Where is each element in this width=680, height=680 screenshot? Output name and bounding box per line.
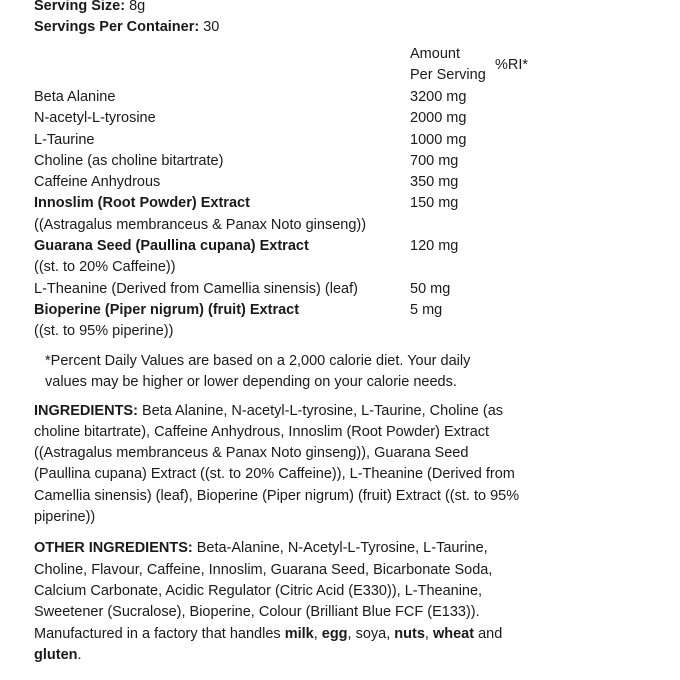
table-row bbox=[34, 172, 654, 193]
table-header bbox=[34, 44, 654, 87]
row-name: ((st. to 20% Caffeine)) bbox=[34, 259, 176, 276]
ingredients-paragraph bbox=[34, 401, 524, 529]
row-value: 1000 mg bbox=[410, 131, 467, 148]
row-value: 120 mg bbox=[410, 238, 459, 255]
row-name: ((st. to 95% piperine)) bbox=[34, 323, 174, 340]
daily-value-footnote bbox=[34, 351, 654, 393]
serving-size-label: Serving Size: bbox=[34, 0, 126, 14]
supplement-facts-document bbox=[34, 0, 654, 666]
table-row bbox=[34, 257, 654, 278]
serving-size-value: 8g bbox=[125, 0, 146, 14]
header-amount-line-1: Amount bbox=[410, 46, 460, 62]
table-row bbox=[34, 300, 654, 321]
table-row bbox=[34, 236, 654, 257]
allergen-nuts: nuts bbox=[394, 625, 425, 642]
allergen-gluten: gluten bbox=[34, 646, 78, 663]
table-row bbox=[34, 279, 654, 300]
row-name: Bioperine (Piper nigrum) (fruit) Extract bbox=[34, 301, 300, 318]
row-value: 350 mg bbox=[410, 174, 459, 191]
allergen-wheat: wheat bbox=[432, 625, 475, 642]
ingredients-text: Beta Alanine, N-acetyl-L-tyrosine, L-Taurine, Choline (as choline bitartrate), Caffeine Anhydrous, Innoslim (Root Powder) Extract ((Astragalus membranceus & Panax Noto ginseng)), Guarana Seed (Paullina cupana) Extract ((st. to 20% Caffeine)), L-Theanine (Derived from Camellia sinensis) (leaf), Bioperine (Piper nigrum) (fruit) Extract ((st. to 95% piperine)) bbox=[34, 402, 520, 526]
row-value: 5 mg bbox=[410, 301, 443, 318]
row-name: ((Astragalus membranceus & Panax Noto ginseng)) bbox=[34, 216, 367, 233]
servings-per-container-label: Servings Per Container: bbox=[34, 19, 200, 35]
separator: , bbox=[313, 625, 322, 642]
row-value: 3200 mg bbox=[410, 89, 467, 105]
allergen-milk: milk bbox=[284, 625, 314, 642]
serving-info bbox=[34, 0, 654, 38]
servings-per-container-line bbox=[34, 17, 654, 38]
header-amount-line-2: Per Serving bbox=[410, 67, 486, 83]
allergen-egg: egg bbox=[321, 625, 348, 642]
table-row bbox=[34, 193, 654, 214]
table-row bbox=[34, 151, 654, 172]
footnote-line-1: *Percent Daily Values are based on a 2,000 calorie diet. Your daily bbox=[45, 352, 471, 369]
other-ingredients-label: OTHER INGREDIENTS: bbox=[34, 540, 193, 557]
table-row bbox=[34, 321, 654, 342]
row-name: L-Taurine bbox=[34, 131, 95, 148]
row-value: 700 mg bbox=[410, 152, 459, 169]
row-name: N-acetyl-L-tyrosine bbox=[34, 110, 156, 127]
other-ingredients-paragraph bbox=[34, 538, 524, 666]
table-row bbox=[34, 130, 654, 151]
row-value: 2000 mg bbox=[410, 110, 467, 127]
separator: , bbox=[424, 625, 433, 642]
ingredients-label: INGREDIENTS: bbox=[34, 402, 138, 419]
row-name: Beta Alanine bbox=[34, 89, 116, 105]
nutrition-table bbox=[34, 44, 654, 343]
table-row bbox=[34, 108, 654, 129]
serving-size-line bbox=[34, 0, 654, 17]
table-row bbox=[34, 87, 654, 108]
header-ri: %RI* bbox=[495, 57, 529, 73]
sentence-end: . bbox=[77, 646, 82, 663]
row-name: Choline (as choline bitartrate) bbox=[34, 152, 224, 169]
separator: , soya, bbox=[347, 625, 395, 642]
table-row bbox=[34, 215, 654, 236]
row-name: Innoslim (Root Powder) Extract bbox=[34, 195, 250, 212]
separator: and bbox=[474, 625, 503, 642]
row-value: 50 mg bbox=[410, 280, 451, 297]
other-ingredients-text: Beta-Alanine, N-Acetyl-L-Tyrosine, L-Taurine, Choline, Flavour, Caffeine, Innoslim, Guarana Seed, Bicarbonate Soda, Calcium Carbonate, Acidic Regulator (Citric Acid (E330)), L-Theanine, Sweetener (Sucralose), Bioperine, Colour (Brilliant Blue FCF (E133)). Manufactured in a factory that handles bbox=[34, 540, 493, 642]
row-name: Caffeine Anhydrous bbox=[34, 174, 161, 191]
header-amount bbox=[410, 44, 486, 86]
footnote-line-2: values may be higher or lower depending on your calorie needs. bbox=[45, 373, 457, 390]
row-name: L-Theanine (Derived from Camellia sinensis) (leaf) bbox=[34, 280, 358, 297]
row-name: Guarana Seed (Paullina cupana) Extract bbox=[34, 238, 309, 255]
servings-per-container-value: 30 bbox=[199, 19, 220, 35]
row-value: 150 mg bbox=[410, 195, 459, 212]
